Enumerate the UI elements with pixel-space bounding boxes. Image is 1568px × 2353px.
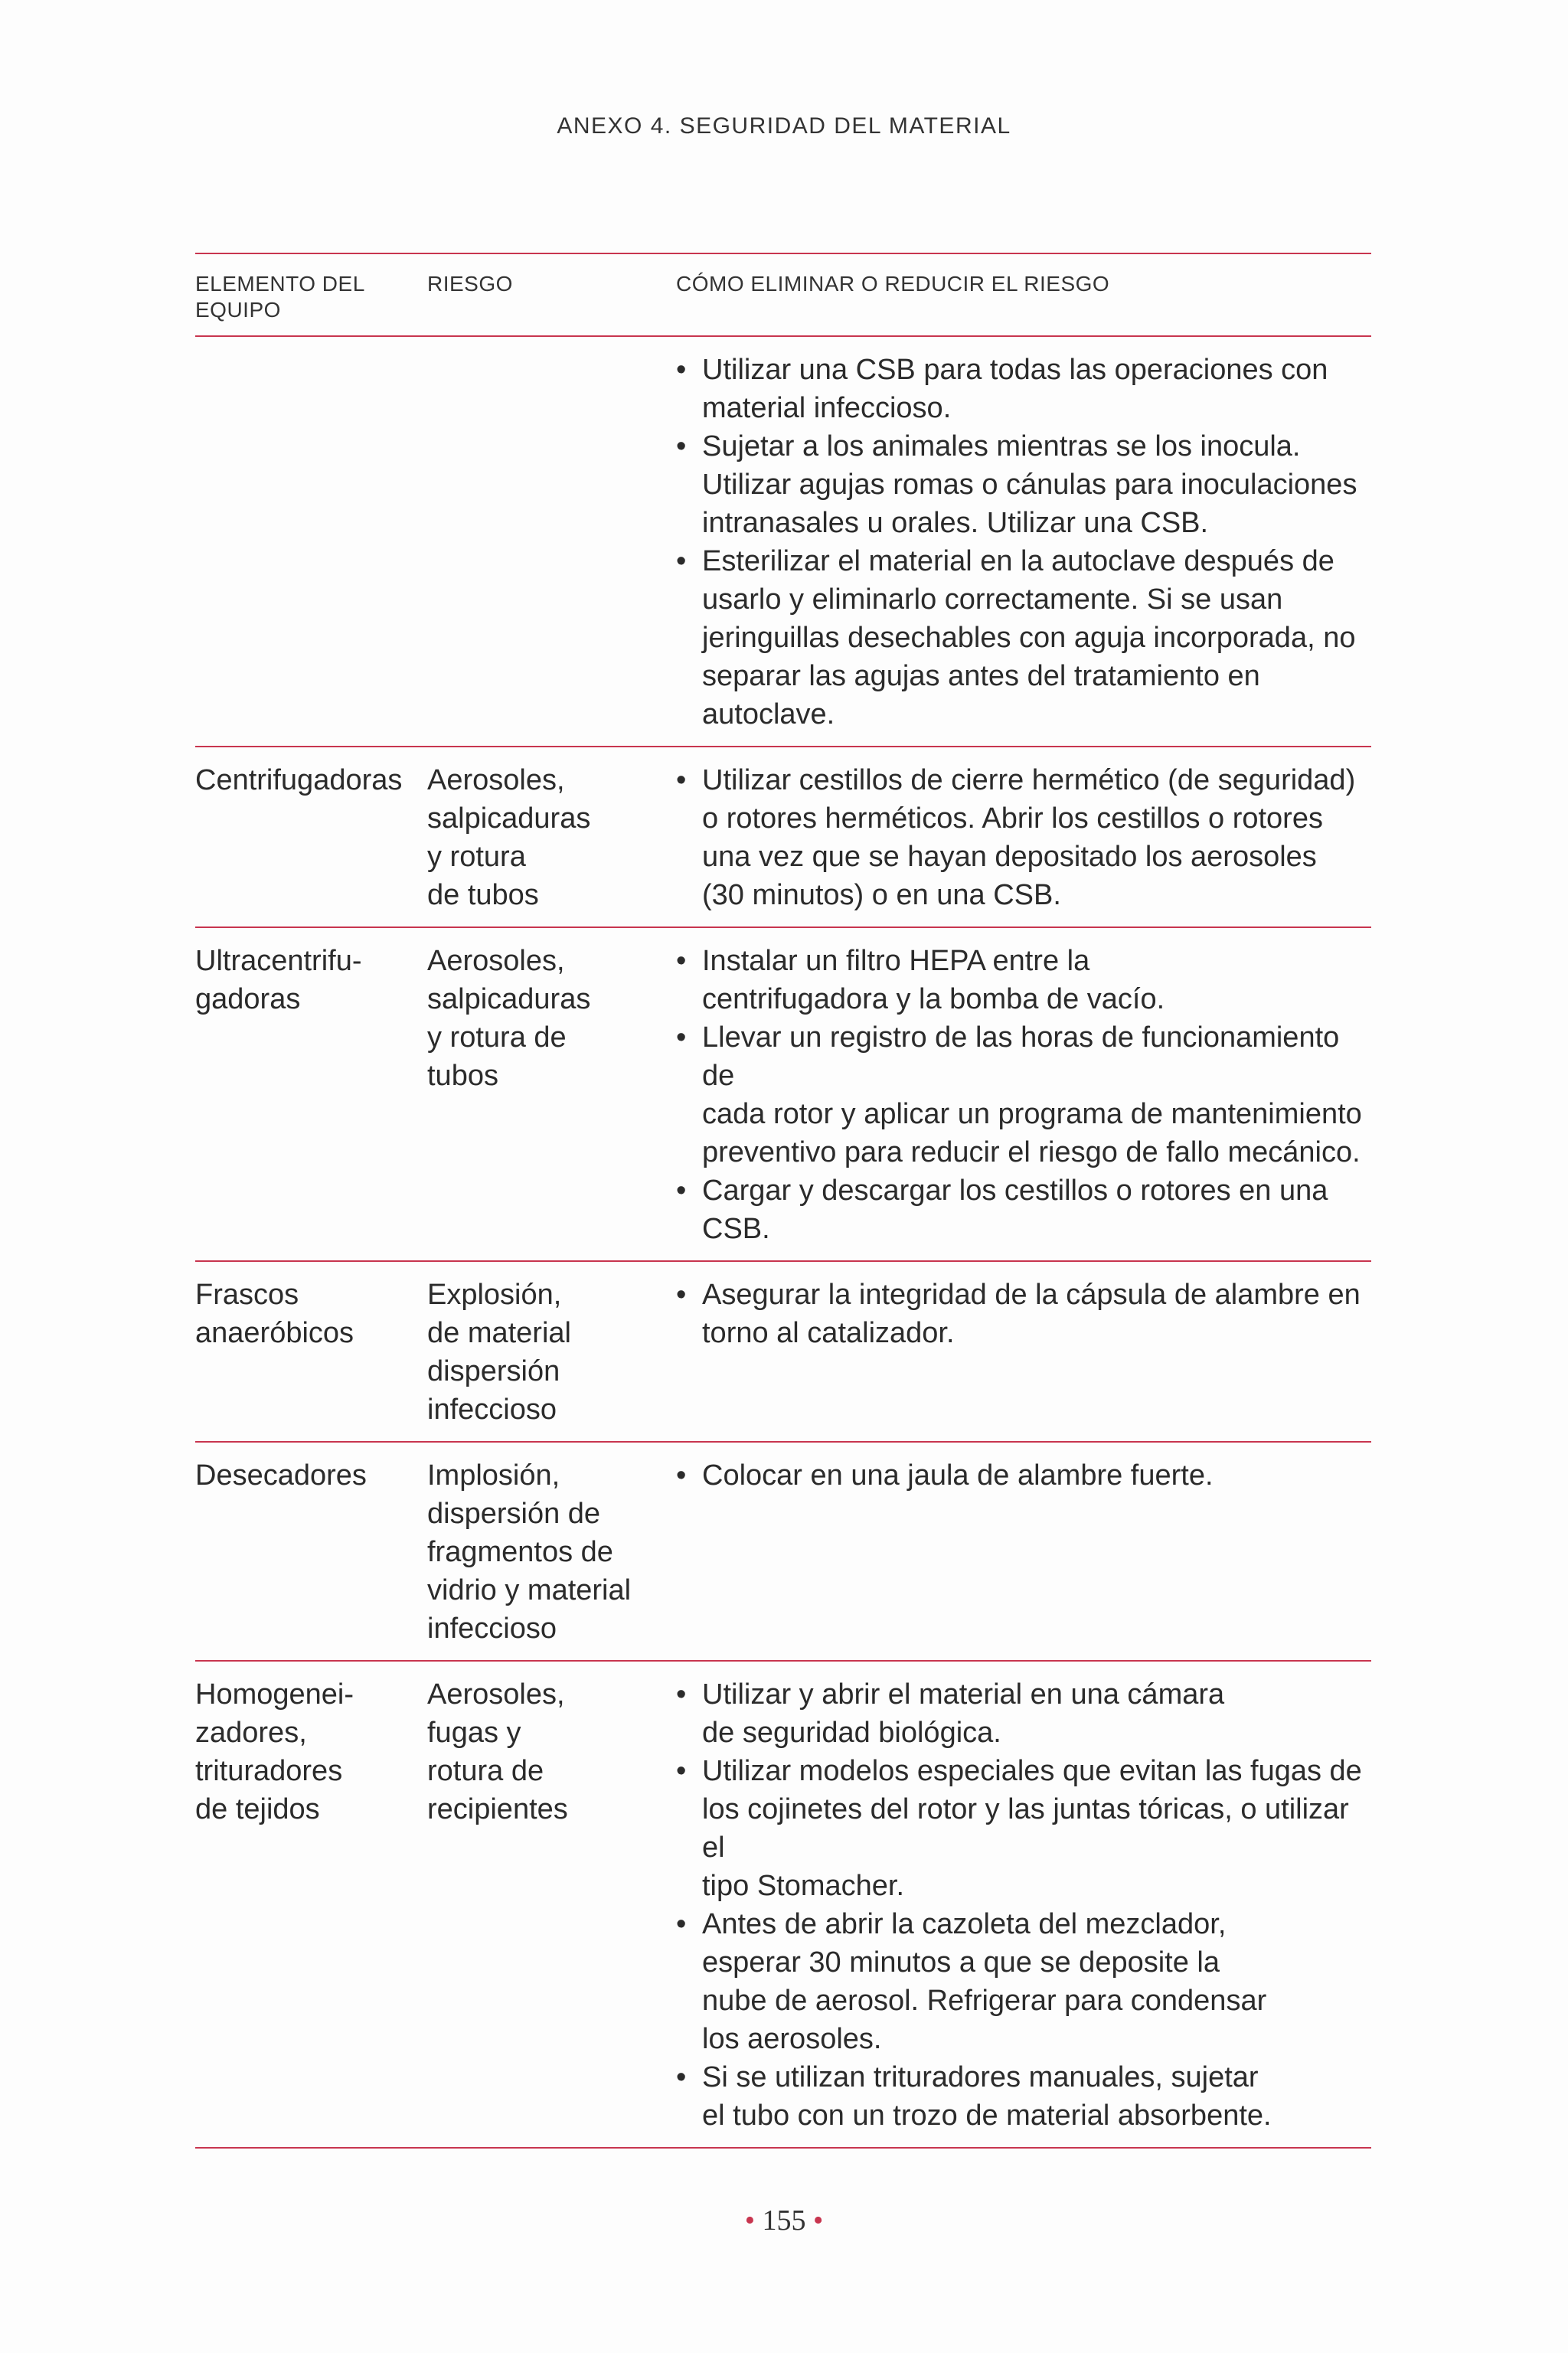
- element-cell: Ultracentrifu- gadoras: [195, 945, 362, 1015]
- measure-item: • Antes de abrir la cazoleta del mezclador, esperar 30 minutos a que se deposite la nube de aerosol. Refrigerar para condensar los aerosoles.: [676, 1905, 1371, 2058]
- risk-cell: Implosión, dispersión de fragmentos de vidrio y material infeccioso: [427, 1459, 632, 1645]
- table-header-row: [195, 254, 1371, 335]
- measure-item: • Colocar en una jaula de alambre fuerte.: [676, 1456, 1371, 1495]
- table-row: [195, 928, 1371, 1260]
- table-row: [195, 1443, 1371, 1660]
- measures-list: [676, 1276, 1371, 1429]
- measure-item: • Esterilizar el material en la autoclave después de usarlo y eliminarlo correctamente. Si se usan jeringuillas desechables con aguja incorporada, no separar las agujas antes del tratamiento en autoclave.: [676, 542, 1371, 734]
- element-cell: Homogenei- zadores, trituradores de tejidos: [195, 1678, 354, 1825]
- header-risk: RIESGO: [427, 272, 513, 296]
- measure-item: • Utilizar una CSB para todas las operaciones con material infeccioso.: [676, 351, 1371, 427]
- page-number: [0, 2204, 1568, 2237]
- measure-item: • Utilizar modelos especiales que evitan las fugas de los cojinetes del rotor y las juntas tóricas, o utilizar el tipo Stomacher.: [676, 1752, 1371, 1905]
- measures-list: [676, 351, 1371, 734]
- measure-item: • Si se utilizan trituradores manuales, sujetar el tubo con un trozo de material absorbente.: [676, 2058, 1371, 2135]
- measures-list: [676, 1456, 1371, 1648]
- table-row: [195, 1662, 1371, 2147]
- risk-cell: Aerosoles, salpicaduras y rotura de tubos: [427, 764, 591, 911]
- element-cell: [195, 351, 427, 734]
- measure-item: • Utilizar y abrir el material en una cámara de seguridad biológica.: [676, 1675, 1371, 1752]
- risk-cell: Aerosoles, fugas y rotura de recipientes: [427, 1678, 568, 1825]
- risk-cell: Explosión, de material dispersión infeccioso: [427, 1279, 571, 1426]
- header-element: ELEMENTO DEL EQUIPO: [195, 272, 365, 322]
- measure-item: • Llevar un registro de las horas de funcionamiento de cada rotor y aplicar un programa de mantenimiento preventivo para reducir el riesgo de fallo mecánico.: [676, 1018, 1371, 1172]
- measure-item: • Asegurar la integridad de la cápsula de alambre en torno al catalizador.: [676, 1276, 1371, 1352]
- measure-item: • Cargar y descargar los cestillos o rotores en una CSB.: [676, 1172, 1371, 1248]
- element-cell: Centrifugadoras: [195, 764, 403, 796]
- measure-item: • Utilizar cestillos de cierre hermético (de seguridad) o rotores herméticos. Abrir los cestillos o rotores una vez que se hayan depositado los aerosoles (30 minutos) o en una CSB.: [676, 761, 1371, 914]
- header-measures: CÓMO ELIMINAR O REDUCIR EL RIESGO: [676, 272, 1110, 296]
- folio-bullet-left: •: [744, 2204, 755, 2237]
- measures-list: [676, 1675, 1371, 2135]
- measure-item: • Sujetar a los animales mientras se los inocula. Utilizar agujas romas o cánulas para inoculaciones intranasales u orales. Utilizar una CSB.: [676, 427, 1371, 542]
- table-row: [195, 1262, 1371, 1441]
- running-head: ANEXO 4. SEGURIDAD DEL MATERIAL: [557, 113, 1011, 139]
- measures-list: [676, 761, 1371, 914]
- risk-cell: [427, 351, 676, 734]
- table-row: [195, 747, 1371, 926]
- risk-cell: Aerosoles, salpicaduras y rotura de tubos: [427, 945, 591, 1092]
- element-cell: Desecadores: [195, 1459, 367, 1492]
- measures-list: [676, 942, 1371, 1248]
- measure-item: • Instalar un filtro HEPA entre la centrifugadora y la bomba de vacío.: [676, 942, 1371, 1018]
- element-cell: Frascos anaeróbicos: [195, 1279, 354, 1349]
- table-bottom-rule: [195, 2147, 1371, 2149]
- table-row: [195, 337, 1371, 746]
- page-number-value: 155: [762, 2204, 806, 2237]
- equipment-safety-table: [195, 253, 1371, 2149]
- folio-bullet-right: •: [813, 2204, 824, 2237]
